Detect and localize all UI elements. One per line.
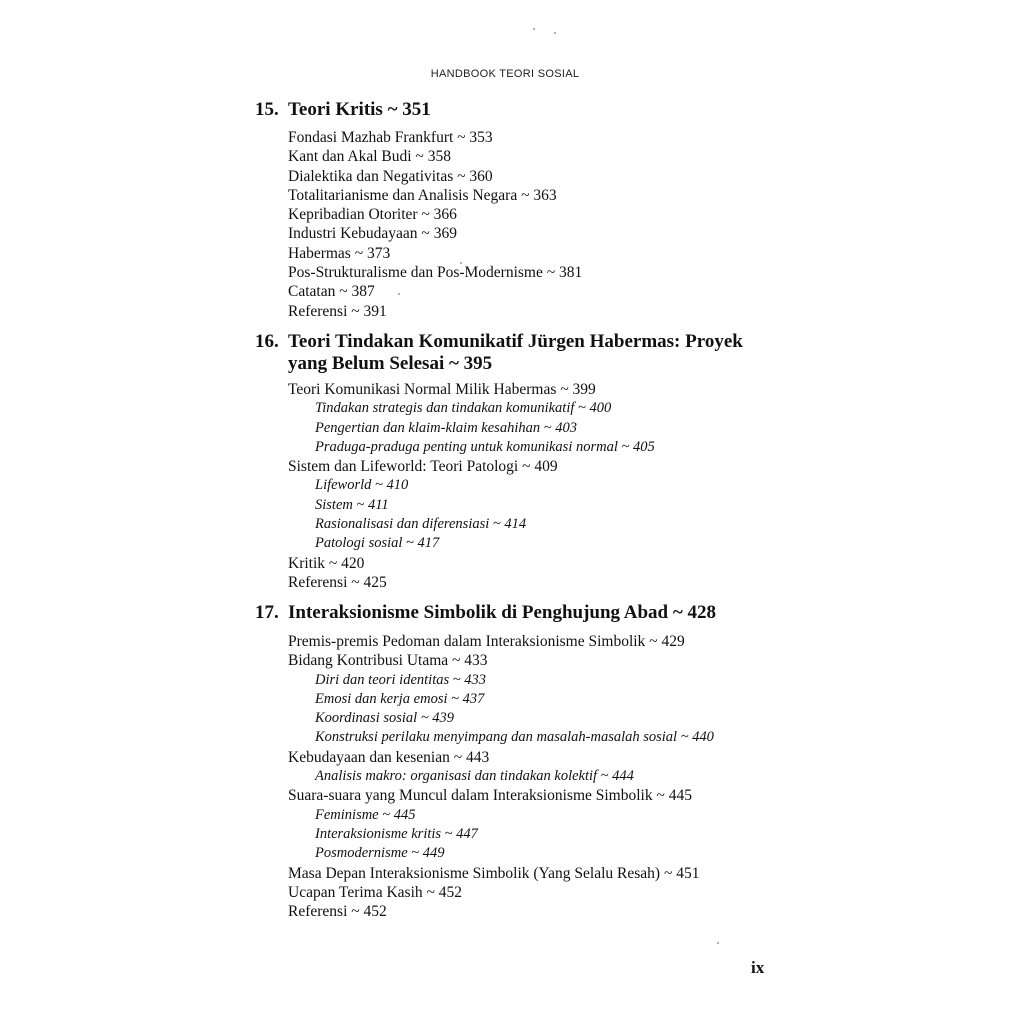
- scan-speck: [717, 942, 719, 944]
- chapter-number: 17.: [255, 602, 279, 623]
- scan-speck: [460, 262, 462, 264]
- scan-speck: [533, 28, 535, 30]
- toc-entries-16: [288, 380, 768, 592]
- toc-subentry: Lifeworld ~ 410: [315, 477, 409, 494]
- toc-entry: Ucapan Terima Kasih ~ 452: [288, 883, 463, 901]
- chapter-heading-15: [255, 99, 775, 121]
- toc-subentry: Tindakan strategis dan tindakan komunikatif ~ 400: [315, 400, 612, 417]
- toc-subentry: Diri dan teori identitas ~ 433: [315, 671, 486, 688]
- toc-entry: Habermas ~ 373: [288, 244, 391, 262]
- chapter-number: 15.: [255, 99, 279, 120]
- toc-subentry: Emosi dan kerja emosi ~ 437: [315, 690, 485, 707]
- toc-entry: Totalitarianisme dan Analisis Negara ~ 363: [288, 186, 557, 204]
- toc-entry: Bidang Kontribusi Utama ~ 433: [288, 652, 488, 670]
- toc-subentry: Pengertian dan klaim-klaim kesahihan ~ 403: [315, 419, 577, 436]
- toc-entry: Kepribadian Otoriter ~ 366: [288, 206, 457, 224]
- toc-entry: Premis-premis Pedoman dalam Interaksionisme Simbolik ~ 429: [288, 633, 685, 650]
- toc-entry: Referensi ~ 452: [288, 903, 387, 921]
- toc-subentry: Koordinasi sosial ~ 439: [315, 710, 455, 727]
- scan-speck: [398, 293, 400, 295]
- toc-subentry: Patologi sosial ~ 417: [315, 535, 440, 552]
- toc-entry: Dialektika dan Negativitas ~ 360: [288, 167, 493, 185]
- toc-entry: Kebudayaan dan kesenian ~ 443: [288, 748, 490, 766]
- chapter-title: Interaksionisme Simbolik di Penghujung Abad ~ 428: [288, 602, 716, 623]
- toc-subentry: Feminisme ~ 445: [315, 806, 416, 823]
- toc-subentry: Praduga-praduga penting untuk komunikasi normal ~ 405: [315, 438, 655, 455]
- toc-entry: Catatan ~ 387: [288, 283, 375, 301]
- scan-speck: [554, 32, 556, 34]
- toc-entry: Kritik ~ 420: [288, 554, 365, 572]
- toc-entries-17: [288, 632, 768, 921]
- toc-entries-15: [288, 128, 768, 321]
- toc-entry: Referensi ~ 391: [288, 302, 387, 320]
- chapter-title: Teori Kritis ~ 351: [288, 99, 431, 120]
- toc-entry: Masa Depan Interaksionisme Simbolik (Yang Selalu Resah) ~ 451: [288, 864, 700, 882]
- toc-subentry: Konstruksi perilaku menyimpang dan masalah-masalah sosial ~ 440: [315, 729, 714, 746]
- toc-subentry: Rasionalisasi dan diferensiasi ~ 414: [315, 516, 527, 533]
- toc-entry: Kant dan Akal Budi ~ 358: [288, 148, 451, 166]
- toc-entry: Fondasi Mazhab Frankfurt ~ 353: [288, 129, 493, 146]
- chapter-title: Teori Tindakan Komunikatif Jürgen Habermas: Proyek yang Belum Selesai ~ 395: [288, 331, 743, 374]
- toc-subentry: Posmodernisme ~ 449: [315, 845, 445, 862]
- chapter-heading-17: [255, 602, 775, 624]
- toc-subentry: Analisis makro: organisasi dan tindakan kolektif ~ 444: [315, 768, 634, 785]
- toc-entry: Suara-suara yang Muncul dalam Interaksionisme Simbolik ~ 445: [288, 787, 692, 805]
- toc-entry: Industri Kebudayaan ~ 369: [288, 225, 457, 243]
- toc-entry: Sistem dan Lifeworld: Teori Patologi ~ 409: [288, 458, 558, 476]
- toc-subentry: Interaksionisme kritis ~ 447: [315, 825, 478, 842]
- toc-subentry: Sistem ~ 411: [315, 496, 389, 513]
- running-head: HANDBOOK TEORI SOSIAL: [430, 68, 580, 80]
- toc-entry: Teori Komunikasi Normal Milik Habermas ~ 399: [288, 381, 596, 398]
- toc-entry: Referensi ~ 425: [288, 573, 387, 591]
- chapter-number: 16.: [255, 331, 279, 352]
- page-number: ix: [751, 958, 765, 977]
- toc-entry: Pos-Strukturalisme dan Pos-Modernisme ~ 381: [288, 264, 583, 282]
- chapter-heading-16: [255, 331, 775, 375]
